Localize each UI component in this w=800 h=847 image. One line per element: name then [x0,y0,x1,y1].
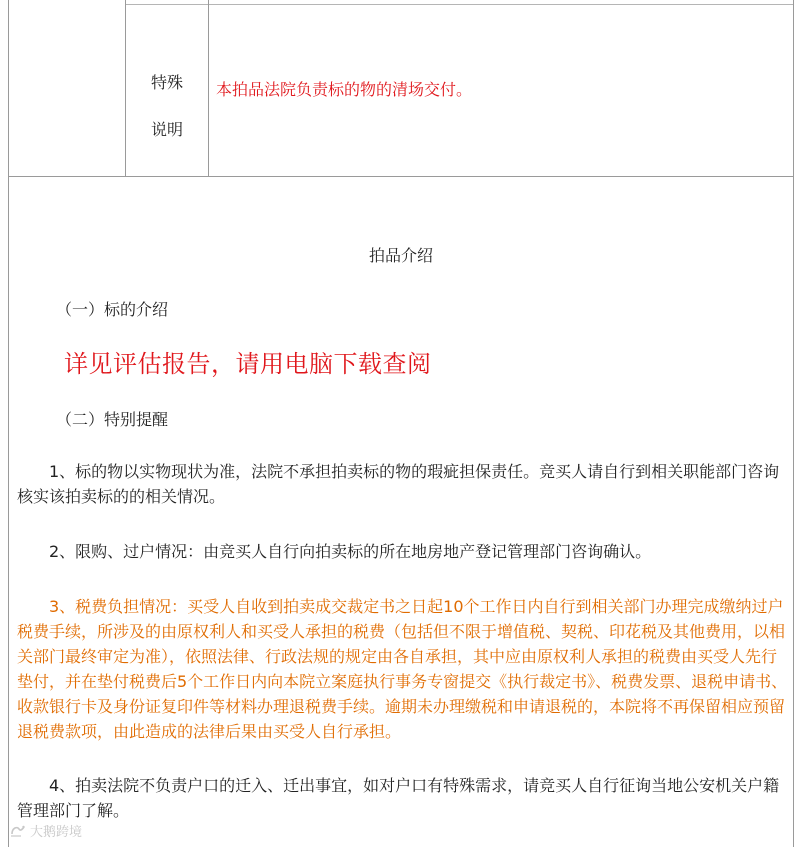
reminder-paragraph-tax: 3、税费负担情况：买受人自收到拍卖成交裁定书之日起10个工作日内自行到相关部门办理完成缴纳过户税费手续，所涉及的由原权利人和买受人承担的税费（包括但不限于增值税、契税、印花税及其他费用，以相关部门最终审定为准），依照法律、行政法规的规定由各自承担，其中应由原权利人承担的税费由买受人先行垫付，并在垫付税费后5个工作日内向本院立案庭执行事务专窗提交《执行裁定书》、税费发票、退税申请书、收款银行卡及身份证复印件等材料办理退税费手续。逾期未办理缴税和申请退税的，本院将不再保留相应预留退税费款项，由此造成的法律后果由买受人自行承担。 [17,597,788,741]
row-divider [125,4,793,5]
special-note-text: 本拍品法院负责标的物的清场交付。 [216,80,473,99]
reminder-paragraph-2: 2、限购、过户情况：由竞买人自行向拍卖标的所在地房地产登记管理部门咨询确认。 [49,542,652,561]
reminder-paragraph-1: 1、标的物以实物现状为准，法院不承担拍卖标的物的瑕疵担保责任。竞买人请自行到相关职能部门咨询核实该拍卖标的的相关情况。 [17,462,780,506]
watermark [10,821,82,840]
subject-heading: （一）标的介绍 [56,300,169,319]
special-note-label-line-2: 说明 [150,120,183,139]
intro-title: 拍品介绍 [368,246,433,265]
special-note-row [9,0,793,177]
subject-notice: 详见评估报告，请用电脑下载查阅 [64,350,432,378]
goose-logo-icon [10,824,26,838]
special-reminder-heading: （二）特别提醒 [56,410,169,429]
special-note-label-line-1: 特殊 [150,73,183,92]
auction-detail-table [8,0,794,847]
reminder-paragraph-4: 4、拍卖法院不负责户口的迁入、迁出事宜，如对户口有特殊需求，请竞买人自行征询当地公安机关户籍管理部门了解。 [17,776,780,820]
watermark-text: 大鹅跨境 [30,825,83,840]
special-note-label-cell [125,0,209,176]
